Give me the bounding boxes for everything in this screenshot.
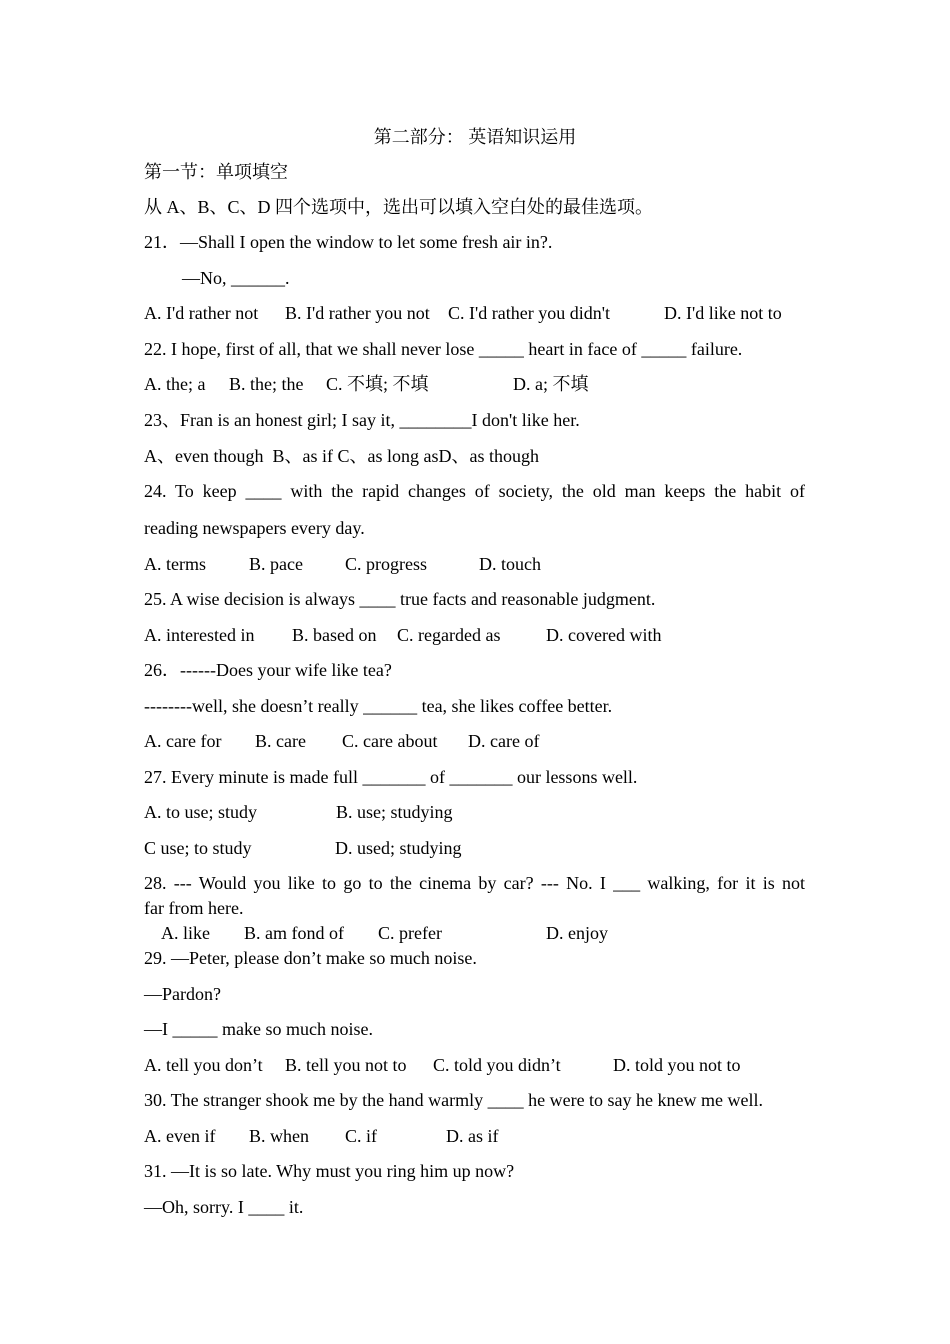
q25-option-d: D. covered with	[546, 625, 662, 645]
q22-stem: 22. I hope, first of all, that we shall never lose _____ heart in face of _____ failure.	[144, 339, 743, 359]
q28-option-c: C. prefer	[378, 923, 442, 943]
q26-option-a: A. care for	[144, 731, 222, 751]
q29-reply1: —Pardon?	[144, 984, 221, 1004]
q25-option-b: B. based on	[292, 625, 377, 645]
q21-option-b: B. I'd rather you not	[285, 303, 430, 323]
q27-option-a: A. to use; study	[144, 802, 258, 822]
q21-reply: —No, ______.	[182, 268, 290, 288]
q24-stem-line2: reading newspapers every day.	[144, 518, 365, 538]
q27-stem: 27. Every minute is made full _______ of _______ our lessons well.	[144, 767, 638, 787]
q26-reply: --------well, she doesn’t really ______ tea, she likes coffee better.	[144, 696, 613, 716]
q30-stem: 30. The stranger shook me by the hand warmly ____ he were to say he knew me well.	[144, 1090, 764, 1110]
q21-option-d: D. I'd like not to	[664, 303, 782, 323]
q31-reply: —Oh, sorry. I ____ it.	[144, 1197, 304, 1217]
q29-stem: 29. —Peter, please don’t make so much noise.	[144, 948, 477, 968]
q22-option-c: C. 不填; 不填	[326, 374, 429, 394]
q21-option-a: A. I'd rather not	[144, 303, 259, 323]
section-title: 第二部分： 英语知识运用	[373, 127, 577, 147]
q27-option-d: D. used; studying	[335, 838, 462, 858]
q24-option-d: D. touch	[479, 554, 541, 574]
q21-option-c: C. I'd rather you didn't	[448, 303, 610, 323]
q24-option-c: C. progress	[345, 554, 427, 574]
q29-option-c: C. told you didn’t	[433, 1055, 561, 1075]
q24-option-a: A. terms	[144, 554, 206, 574]
q30-option-a: A. even if	[144, 1126, 216, 1146]
instruction: 从 A、B、C、D 四个选项中，选出可以填入空白处的最佳选项。	[144, 197, 654, 217]
q26-option-c: C. care about	[342, 731, 438, 751]
q27-option-b: B. use; studying	[336, 802, 453, 822]
q22-option-a: A. the; a	[144, 374, 206, 394]
q25-option-c: C. regarded as	[397, 625, 501, 645]
q25-stem: 25. A wise decision is always ____ true facts and reasonable judgment.	[144, 589, 656, 609]
q26-option-b: B. care	[255, 731, 306, 751]
q28-option-b: B. am fond of	[244, 923, 344, 943]
q29-reply2: —I _____ make so much noise.	[144, 1019, 373, 1039]
q23-stem: 23、Fran is an honest girl; I say it, ________I don't like her.	[144, 410, 580, 430]
q25-option-a: A. interested in	[144, 625, 255, 645]
q27-option-c: C use; to study	[144, 838, 252, 858]
q22-option-d: D. a; 不填	[513, 374, 589, 394]
q30-option-c: C. if	[345, 1126, 378, 1146]
q29-option-a: A. tell you don’t	[144, 1055, 263, 1075]
q26-option-d: D. care of	[468, 731, 540, 751]
q28-option-a: A. like	[161, 923, 210, 943]
q29-option-d: D. told you not to	[613, 1055, 741, 1075]
q28-stem-line2: far from here.	[144, 898, 244, 918]
q28-option-d: D. enjoy	[546, 923, 608, 943]
q30-option-d: D. as if	[446, 1126, 499, 1146]
subsection-title: 第一节：单项填空	[144, 162, 288, 182]
q24-option-b: B. pace	[249, 554, 303, 574]
q24-stem-line1: 24. To keep ____ with the rapid changes of society, the old man keeps the habit of	[144, 481, 805, 501]
q28-stem-line1: 28. --- Would you like to go to the cinema by car? --- No. I ___ walking, for it is not	[144, 873, 805, 893]
q30-option-b: B. when	[249, 1126, 309, 1146]
q21-stem: 21．—Shall I open the window to let some fresh air in?.	[144, 232, 553, 252]
q22-option-b: B. the; the	[229, 374, 304, 394]
q23-options: A、even though B、as if C、as long asD、as though	[144, 446, 539, 466]
q31-stem: 31. —It is so late. Why must you ring him up now?	[144, 1161, 515, 1181]
q26-stem: 26．------Does your wife like tea?	[144, 660, 392, 680]
q29-option-b: B. tell you not to	[285, 1055, 407, 1075]
